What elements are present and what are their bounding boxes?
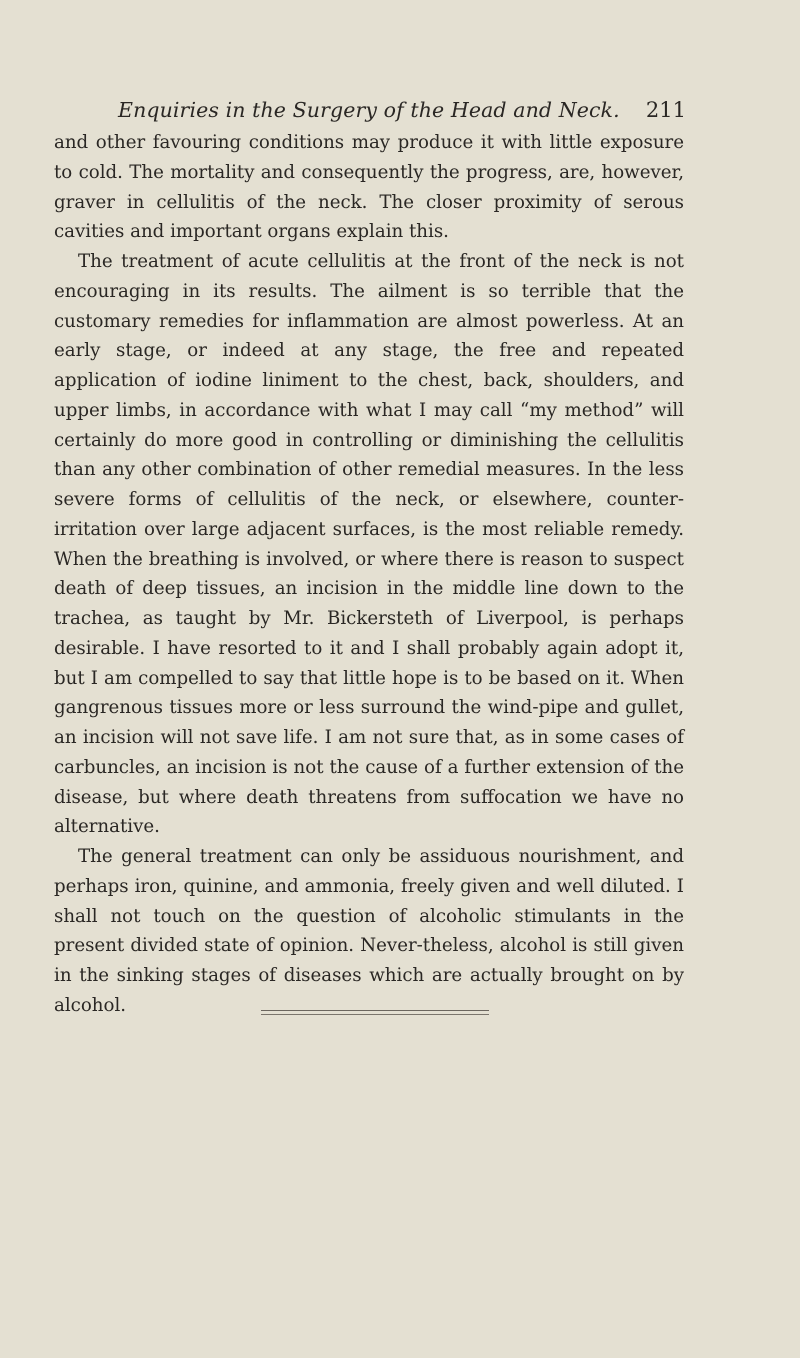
page-number: 211 — [645, 98, 686, 122]
running-header — [118, 98, 686, 126]
paragraph-treatment: The treatment of acute cellulitis at the front of the neck is not encouraging in its results. The ailment is so terrible that the customary remedies for inflammation are almost powerless. At an early stage, or indeed at any stage, the free and repeated application of iodine liniment to the chest, back, shoulders, and upper limbs, in accordance with what I may call “my method” will certainly do more good in controlling or diminishing the cellulitis than any other combination of other remedial measures. In the less severe forms of cellulitis of the neck, or elsewhere, counter-irritation over large adjacent surfaces, is the most reliable remedy. When the breathing is involved, or where there is reason to suspect death of deep tissues, an incision in the middle line down to the trachea, as taught by Mr. Bickersteth of Liverpool, is perhaps desirable. I have resorted to it and I shall probably again adopt it, but I am compelled to say that little hope is to be based on it. When gangrenous tissues more or less surround the wind-pipe and gullet, an incision will not save life. I am not sure that, as in some cases of carbuncles, an incision is not the cause of a further extension of the disease, but where death threatens from suffocation we have no alternative. — [54, 251, 684, 838]
running-title: Enquiries in the Surgery of the Head and Neck. — [118, 98, 620, 122]
body-text — [54, 128, 684, 1021]
paragraph-continuation: and other favouring conditions may produce it with little exposure to cold. The mortality and consequently the progress, are, however, graver in cellulitis of the neck. The closer proximity of serous cavities and important organs explain this. — [54, 132, 684, 243]
section-rule — [261, 1010, 489, 1011]
paragraph-general-treatment: The general treatment can only be assiduous nourishment, and perhaps iron, quinine, and ammonia, freely given and well diluted. I shall not touch on the question of alcoholic stimulants in the present divided state of opinion. Never-theless, alcohol is still given in the sinking stages of diseases which are actually brought on by alcohol. — [54, 846, 684, 1016]
section-rule-lower — [261, 1014, 489, 1015]
